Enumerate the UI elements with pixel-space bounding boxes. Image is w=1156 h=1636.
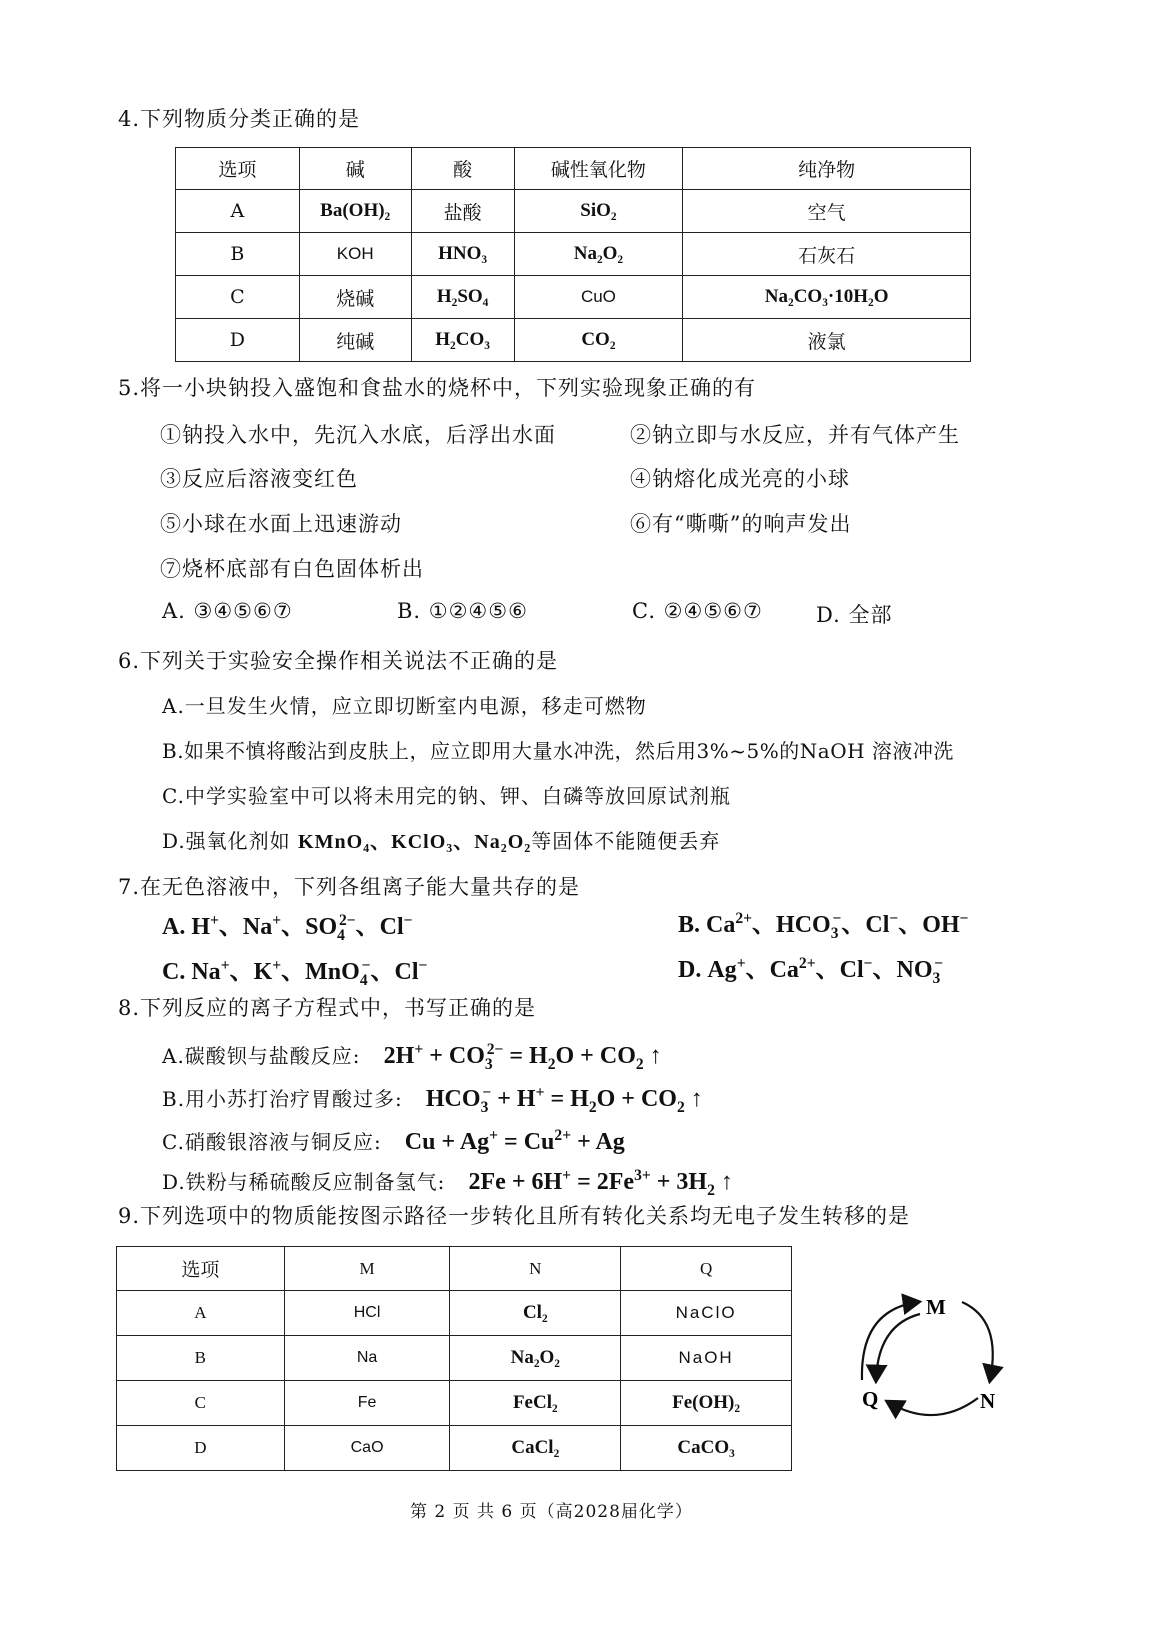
q4-row-a-acid: 盐酸 — [411, 190, 514, 233]
q5-item-4: ④钠熔化成光亮的小球 — [630, 467, 850, 491]
q8-option-b[interactable]: B.用小苏打治疗胃酸过多: $HCO_3^- + H^+ = H_2O + CO_2$ ↑ — [162, 1084, 703, 1116]
q9-row-a-m: HCl — [284, 1291, 450, 1336]
q5-option-d[interactable]: D. 全部 — [816, 603, 893, 627]
q6-option-c[interactable]: C.中学实验室中可以将未用完的钠、钾、白磷等放回原试剂瓶 — [162, 784, 731, 808]
q4-row-d-base: 纯碱 — [299, 319, 411, 362]
q6-stem: 6.下列关于实验安全操作相关说法不正确的是 — [118, 649, 559, 673]
q9-row-d-m: CaO — [284, 1426, 450, 1471]
q7-option-c[interactable]: C. Na+、K+、MnO$_4$−、Cl− — [162, 957, 428, 989]
arrow-q-to-m — [862, 1302, 918, 1380]
q9-header-row — [117, 1247, 792, 1291]
q9-row-c-opt: C — [117, 1381, 285, 1426]
q9-row-b-opt: B — [117, 1336, 285, 1381]
q7-option-c-label: C. — [162, 959, 186, 985]
q4-row-b-base: KOH — [299, 233, 411, 276]
q4-row-c-acid: H₂SO₄ — [411, 276, 514, 319]
q4-col-pure: 纯净物 — [683, 148, 971, 190]
q4-col-option: 选项 — [176, 148, 300, 190]
q4-row-c-opt: C — [176, 276, 300, 319]
q4-row-d-pure: 液氯 — [683, 319, 971, 362]
q9-row-a-n: Cl₂ — [450, 1291, 621, 1336]
q7-option-a[interactable]: A. H+、Na+、$SO_4^{2-}$、Cl− — [162, 912, 413, 944]
q9-stem: 9.下列选项中的物质能按图示路径一步转化且所有转化关系均无电子发生转移的是 — [118, 1204, 911, 1228]
q7-stem: 7.在无色溶液中，下列各组离子能大量共存的是 — [118, 875, 581, 899]
q4-row-a-opt: A — [176, 190, 300, 233]
q4-row-c-pure: Na₂CO₃·10H₂O — [683, 276, 971, 319]
q8-option-d-text: D.铁粉与稀硫酸反应制备氢气: — [162, 1170, 446, 1194]
q9-row-b-n: Na₂O₂ — [450, 1336, 621, 1381]
q4-col-oxide: 碱性氧化物 — [514, 148, 683, 190]
arrow-m-to-q — [876, 1314, 920, 1380]
table-row — [117, 1381, 792, 1426]
q9-row-b-q: NaOH — [621, 1336, 792, 1381]
q5-stem: 5.将一小块钠投入盛饱和食盐水的烧杯中，下列实验现象正确的有 — [118, 376, 757, 400]
arrow-m-to-n — [962, 1302, 993, 1380]
q5-item-6: ⑥有“嘶嘶”的响声发出 — [630, 512, 852, 536]
q4-row-d-opt: D — [176, 319, 300, 362]
q7-option-d[interactable]: D. Ag+、$Ca^{2+}$、Cl−、$NO_3^-$ — [678, 955, 944, 987]
q9-table — [116, 1246, 792, 1471]
q4-row-d-acid: H₂CO₃ — [411, 319, 514, 362]
q7-option-b-label: B. — [678, 912, 701, 938]
q4-col-base: 碱 — [299, 148, 411, 190]
q7-option-a-label: A. — [162, 914, 186, 940]
q9-row-c-q: Fe(OH)₂ — [621, 1381, 792, 1426]
q9-row-a-q: NaClO — [621, 1291, 792, 1336]
q8-option-a[interactable]: A.碳酸钡与盐酸反应: $2H^+ + CO_3^{2-} = H_2O + CO_2$ ↑ — [162, 1041, 662, 1073]
q9-row-c-m: Fe — [284, 1381, 450, 1426]
q4-row-c-oxide: CuO — [514, 276, 683, 319]
table-row — [117, 1291, 792, 1336]
q8-stem: 8.下列反应的离子方程式中，书写正确的是 — [118, 996, 537, 1020]
q6-option-d[interactable] — [162, 825, 720, 854]
q4-row-b-pure: 石灰石 — [683, 233, 971, 276]
q5-option-c[interactable]: C. ②④⑤⑥⑦ — [632, 599, 763, 623]
q9-row-a-opt: A — [117, 1291, 285, 1336]
q8-option-a-text: A.碳酸钡与盐酸反应: — [162, 1044, 361, 1068]
q9-row-d-opt: D — [117, 1426, 285, 1471]
q4-row-b-opt: B — [176, 233, 300, 276]
q7-option-d-label: D. — [678, 957, 702, 983]
q9-row-c-n: FeCl₂ — [450, 1381, 621, 1426]
q8-option-b-text: B.用小苏打治疗胃酸过多: — [162, 1087, 403, 1111]
q6-option-d-suffix: 等固体不能随便丢弃 — [531, 829, 721, 853]
q4-table — [175, 147, 971, 362]
q4-row-c-base: 烧碱 — [299, 276, 411, 319]
diagram-label-m: M — [926, 1295, 946, 1319]
q4-col-acid: 酸 — [411, 148, 514, 190]
q6-option-d-chem: KMnO₄、KClO₃、Na₂O₂ — [298, 831, 532, 853]
table-row — [117, 1336, 792, 1381]
q9-row-d-n: CaCl₂ — [450, 1426, 621, 1471]
q4-row-a-oxide: SiO₂ — [514, 190, 683, 233]
q7-option-b[interactable]: B. $Ca^{2+}$、$HCO_3^-$、Cl−、OH− — [678, 910, 969, 942]
q4-row-a-base: Ba(OH)₂ — [299, 190, 411, 233]
q9-col-m: M — [284, 1247, 450, 1291]
q8-option-c[interactable]: C.硝酸银溶液与铜反应: $Cu + Ag^+ = Cu^{2+} + Ag$ — [162, 1127, 625, 1155]
q4-header-row — [176, 148, 971, 190]
q4-stem: 4.下列物质分类正确的是 — [118, 107, 361, 131]
q6-option-d-prefix: D.强氧化剂如 — [162, 829, 291, 853]
q9-row-b-m: Na — [284, 1336, 450, 1381]
arrow-n-to-q — [888, 1398, 978, 1415]
q5-item-7: ⑦烧杯底部有白色固体析出 — [160, 557, 424, 581]
q6-option-b[interactable]: B.如果不慎将酸沾到皮肤上，应立即用大量水冲洗，然后用3%~5%的NaOH 溶液冲洗 — [162, 739, 954, 763]
q5-item-2: ②钠立即与水反应，并有气体产生 — [630, 423, 960, 447]
q5-item-3: ③反应后溶液变红色 — [160, 467, 358, 491]
table-row — [176, 233, 971, 276]
q5-item-5: ⑤小球在水面上迅速游动 — [160, 512, 402, 536]
q4-row-a-pure: 空气 — [683, 190, 971, 233]
q4-row-b-acid: HNO₃ — [411, 233, 514, 276]
q9-cycle-diagram — [840, 1280, 1040, 1440]
table-row — [117, 1426, 792, 1471]
q5-option-a[interactable]: A. ③④⑤⑥⑦ — [162, 599, 293, 623]
table-row — [176, 276, 971, 319]
q5-option-b[interactable]: B. ①②④⑤⑥ — [397, 599, 528, 623]
q6-option-a[interactable]: A.一旦发生火情，应立即切断室内电源，移走可燃物 — [162, 694, 647, 718]
diagram-label-q: Q — [862, 1387, 879, 1411]
q8-option-d[interactable]: D.铁粉与稀硫酸反应制备氢气: $2Fe + 6H^+ = 2Fe^{3+} + 3H_2$ ↑ — [162, 1167, 733, 1199]
q9-col-q: Q — [621, 1247, 792, 1291]
table-row — [176, 190, 971, 233]
q4-row-d-oxide: CO₂ — [514, 319, 683, 362]
q8-option-c-text: C.硝酸银溶液与铜反应: — [162, 1130, 382, 1154]
q4-row-b-oxide: Na₂O₂ — [514, 233, 683, 276]
q9-row-d-q: CaCO₃ — [621, 1426, 792, 1471]
q9-col-n: N — [450, 1247, 621, 1291]
table-row — [176, 319, 971, 362]
diagram-label-n: N — [980, 1389, 996, 1413]
q9-col-option: 选项 — [117, 1247, 285, 1291]
page-footer: 第 2 页 共 6 页（高2028届化学） — [410, 1502, 693, 1522]
q5-item-1: ①钠投入水中，先沉入水底，后浮出水面 — [160, 423, 556, 447]
